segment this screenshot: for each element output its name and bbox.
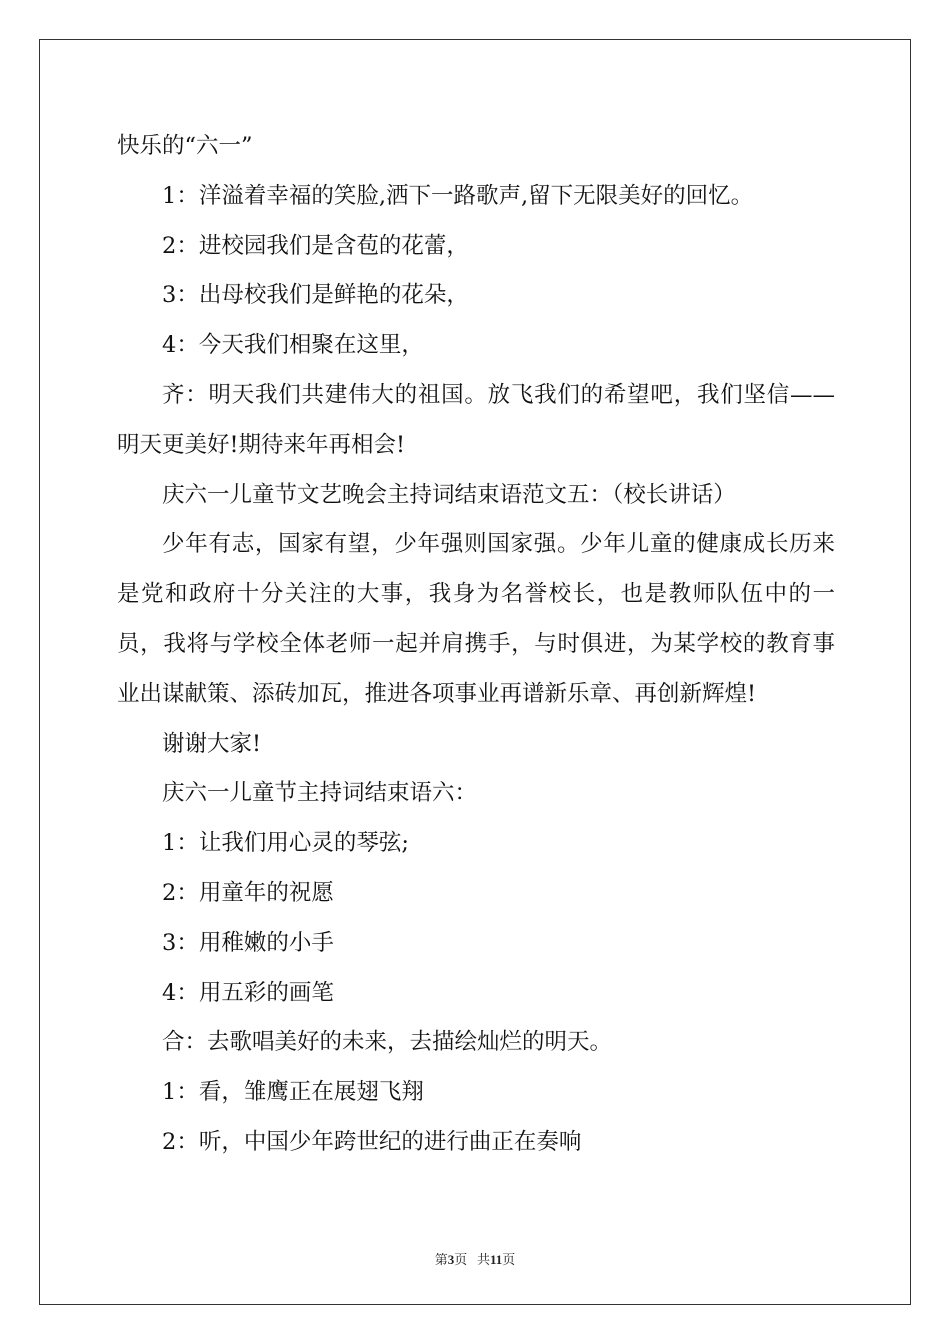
total-pages: 11 xyxy=(489,1252,503,1267)
paragraph: 1：看，雏鹰正在展翅飞翔 xyxy=(162,1079,424,1106)
paragraph: 3：用稚嫩的小手 xyxy=(162,929,334,956)
page-footer xyxy=(0,1249,950,1268)
page-number: 3 xyxy=(447,1252,455,1267)
document-body xyxy=(117,122,835,1168)
paragraph: 齐：明天我们共建伟大的祖国。放飞我们的希望吧，我们坚信——明天更美好!期待来年再相会! xyxy=(117,381,835,458)
paragraph-heading: 庆六一儿童节文艺晚会主持词结束语范文五：（校长讲话） xyxy=(162,481,736,508)
paragraph-heading: 庆六一儿童节主持词结束语六： xyxy=(162,780,478,807)
footer-total-prefix: 共 xyxy=(476,1252,490,1267)
paragraph: 2：进校园我们是含苞的花蕾， xyxy=(162,232,469,259)
paragraph: 谢谢大家! xyxy=(162,730,262,757)
paragraph: 1：洋溢着幸福的笑脸,洒下一路歌声,留下无限美好的回忆。 xyxy=(162,182,754,209)
paragraph: 4：今天我们相聚在这里， xyxy=(162,332,424,359)
paragraph: 2：听，中国少年跨世纪的进行曲正在奏响 xyxy=(162,1128,582,1155)
paragraph: 1：让我们用心灵的琴弦; xyxy=(162,830,409,857)
paragraph: 4：用五彩的画笔 xyxy=(162,979,334,1006)
paragraph: 合：去歌唱美好的未来，去描绘灿烂的明天。 xyxy=(162,1029,613,1056)
footer-prefix: 第 xyxy=(434,1252,448,1267)
paragraph: 少年有志，国家有望，少年强则国家强。少年儿童的健康成长历来是党和政府十分关注的大事，我身为名誉校长，也是教师队伍中的一员，我将与学校全体老师一起并肩携手，与时俱进，为某学校的教育事业出谋献策、添砖加瓦，推进各项事业再谱新乐章、再创新辉煌! xyxy=(117,531,835,707)
footer-total-suffix: 页 xyxy=(502,1252,516,1267)
paragraph: 2：用童年的祝愿 xyxy=(162,879,334,906)
paragraph-title: 快乐的“六一” xyxy=(117,133,253,159)
paragraph: 3：出母校我们是鲜艳的花朵， xyxy=(162,282,469,309)
footer-page-suffix: 页 xyxy=(454,1252,468,1267)
